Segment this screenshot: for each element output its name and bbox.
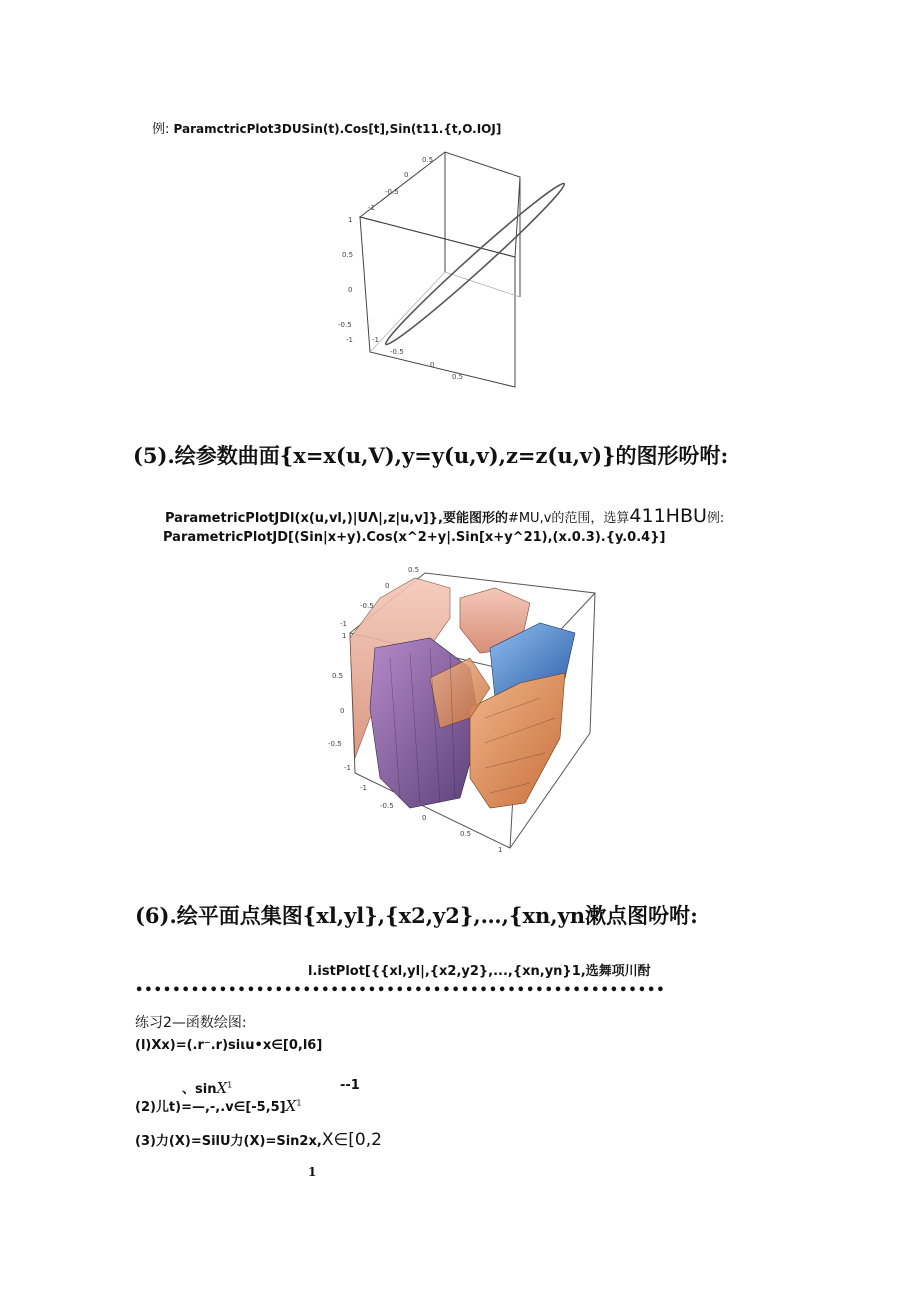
section6-code: l.istPlot[{{xl,yl|,{x2,y2},...,{xn,yn}1,选舞项川酎 — [308, 964, 651, 979]
tick-label: -1 — [340, 620, 347, 628]
parametric-curve — [380, 178, 569, 350]
tick-label: 0 — [404, 171, 409, 179]
tick-label: 1 — [342, 632, 347, 640]
item2-sin: 、sin — [182, 1082, 217, 1097]
page-number: 1 — [308, 1165, 317, 1179]
section5-code-line2: ParametricPlotJD[(Sin|x+y).Cos(x^2+y|.Sin[x+y^21),(x.0.3).{y.0.4}] — [163, 530, 666, 545]
dotted-separator: ••••••••••••••••••••••••••••••••••••••••••••••••••••••••• — [135, 983, 666, 998]
tick-label: -1 — [344, 764, 351, 772]
figure-parametric-curve — [330, 142, 525, 387]
example1-line — [152, 118, 501, 137]
exercise-item2 — [135, 1096, 301, 1115]
item2-x: X — [216, 1079, 228, 1097]
tick-label: 0 — [430, 361, 435, 369]
item2-sup2: 1 — [296, 1098, 302, 1108]
code-text: ParametricPlotJDl(x(u,vl,)|UΛ|,z|u,v]},要能图形的 — [165, 511, 508, 526]
tick-label: -0.5 — [385, 188, 399, 196]
section5-heading: (5).绘参数曲面{x=x(u,V),y=y(u,v),z=z(u,v)}的图形吩咐: — [133, 443, 729, 468]
bounding-box — [360, 152, 520, 387]
tick-label: 0.5 — [408, 566, 420, 574]
exercise-item2-top — [182, 1078, 232, 1097]
code-text-end: 例: — [706, 511, 725, 526]
tick-label: -1 — [368, 204, 375, 212]
item2-sup: 1 — [227, 1080, 233, 1090]
item3-tail: X∈[0,2 — [321, 1130, 382, 1150]
tick-label: 1 — [348, 216, 353, 224]
exercise-title: 练习2—函数绘图: — [135, 1015, 247, 1031]
tick-label: 0 — [340, 707, 345, 715]
figure-parametric-surface — [320, 558, 610, 858]
tick-label: 0 — [385, 582, 390, 590]
code-text-tail: #MU,v的范围，选算 — [507, 511, 630, 526]
tick-label: 0.5 — [460, 830, 472, 838]
tick-label: 0.5 — [332, 672, 344, 680]
tick-label: -0.5 — [380, 802, 394, 810]
tick-label: 0.5 — [342, 251, 354, 259]
tick-label: 0.5 — [422, 156, 434, 164]
tick-label: 0.5 — [452, 373, 464, 381]
exercise-item1: (l)Xx)=(.r⁻.r)siιu•x∈[0,l6] — [135, 1038, 323, 1053]
item2-x2: X — [285, 1097, 297, 1115]
example-code: ParamctricPlot3DUSin(t).Cos[t],Sin(t11.{t,O.IOJ] — [173, 122, 502, 136]
code-text-big: 411HBU — [629, 505, 707, 527]
exercise-item2-right: --1 — [340, 1078, 360, 1093]
exercise-item3 — [135, 1130, 382, 1150]
tick-label: -0.5 — [390, 348, 404, 356]
hidden-edges — [370, 272, 520, 352]
tick-label: 1 — [498, 846, 503, 854]
tick-label: 0 — [348, 286, 353, 294]
tick-label: -0.5 — [338, 321, 352, 329]
tick-label: -1 — [346, 336, 353, 344]
tick-label: -1 — [372, 336, 379, 344]
item2-main: (2)儿t)=—,-,.v∈[-5,5] — [135, 1100, 286, 1115]
example-prefix: 例: — [152, 122, 170, 137]
item3-main: (3)力(X)=SilU力(X)=Sin2x, — [135, 1134, 322, 1149]
tick-label: 0 — [422, 814, 427, 822]
tick-label: -1 — [360, 784, 367, 792]
surface — [350, 578, 575, 808]
tick-label: -0.5 — [328, 740, 342, 748]
section6-heading: (6).绘平面点集图{xl,yl},{x2,y2},…,{xn,yn漱点图吩咐: — [135, 903, 698, 928]
section5-code-line1 — [165, 505, 724, 527]
tick-label: -0.5 — [360, 602, 374, 610]
